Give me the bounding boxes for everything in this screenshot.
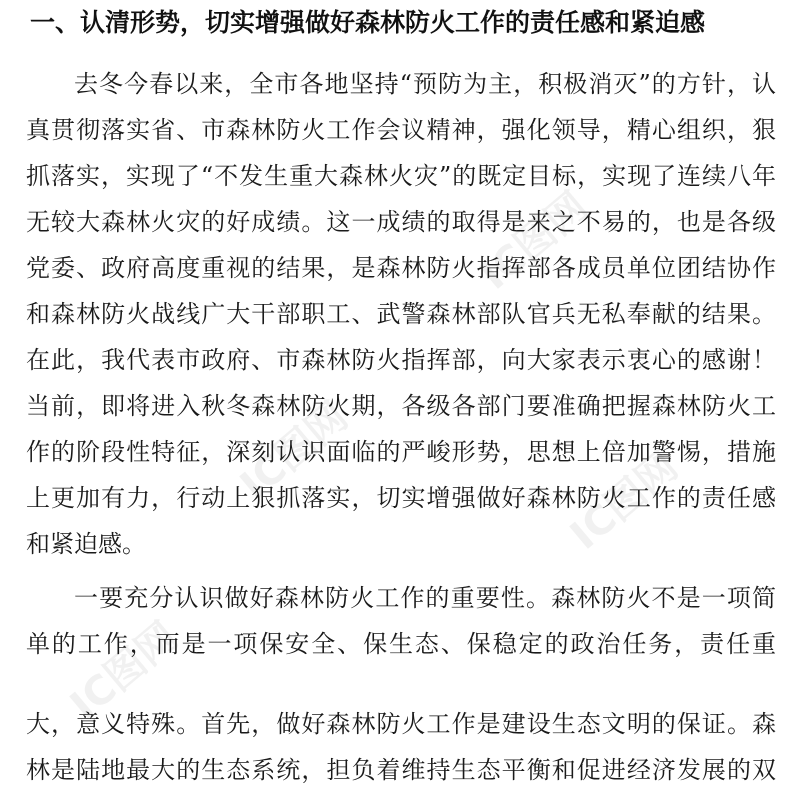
paragraph-line: 无较大森林火灾的好成绩。这一成绩的取得是来之不易的，也是各级 xyxy=(26,208,776,236)
paragraph-line: 抓落实，实现了“不发生重大森林火灾”的既定目标，实现了连续八年 xyxy=(26,162,776,190)
paragraph-line: 大，意义特殊。首先，做好森林防火工作是建设生态文明的保证。森 xyxy=(26,710,776,738)
paragraph-line: 和紧迫感。 xyxy=(26,530,146,558)
watermark: IC图网 xyxy=(62,613,187,729)
paragraph-line: 作的阶段性特征，深刻认识面临的严峻形势，思想上倍加警惕，措施 xyxy=(26,438,776,466)
paragraph-line: 上更加有力，行动上狠抓落实，切实增强做好森林防火工作的责任感 xyxy=(26,484,776,512)
watermark: IC图网 xyxy=(562,443,687,559)
watermark: IC图网 xyxy=(472,183,597,299)
paragraph-line: 林是陆地最大的生态系统，担负着维持生态平衡和促进经济发展的双 xyxy=(26,756,776,784)
paragraph-line: 党委、政府高度重视的结果，是森林防火指挥部各成员单位团结协作 xyxy=(26,254,776,282)
paragraph-line: 真贯彻落实省、市森林防火工作会议精神，强化领导，精心组织，狠 xyxy=(26,116,776,144)
paragraph-line: 和森林防火战线广大干部职工、武警森林部队官兵无私奉献的结果。 xyxy=(26,300,776,328)
paragraph-line: 去冬今春以来，全市各地坚持“预防为主，积极消灭”的方针，认 xyxy=(74,70,776,98)
paragraph-line: 单的工作，而是一项保安全、保生态、保稳定的政治任务，责任重 xyxy=(26,630,776,658)
paragraph-line: 一要充分认识做好森林防火工作的重要性。森林防火不是一项简 xyxy=(74,584,776,612)
paragraph-line: 在此，我代表市政府、市森林防火指挥部，向大家表示衷心的感谢！ xyxy=(26,346,776,374)
section-heading: 一、认清形势，切实增强做好森林防火工作的责任感和紧迫感 xyxy=(30,8,706,37)
paragraph-line: 当前，即将进入秋冬森林防火期，各级各部门要准确把握森林防火工 xyxy=(26,392,776,420)
watermark: IC图网 xyxy=(232,393,357,509)
